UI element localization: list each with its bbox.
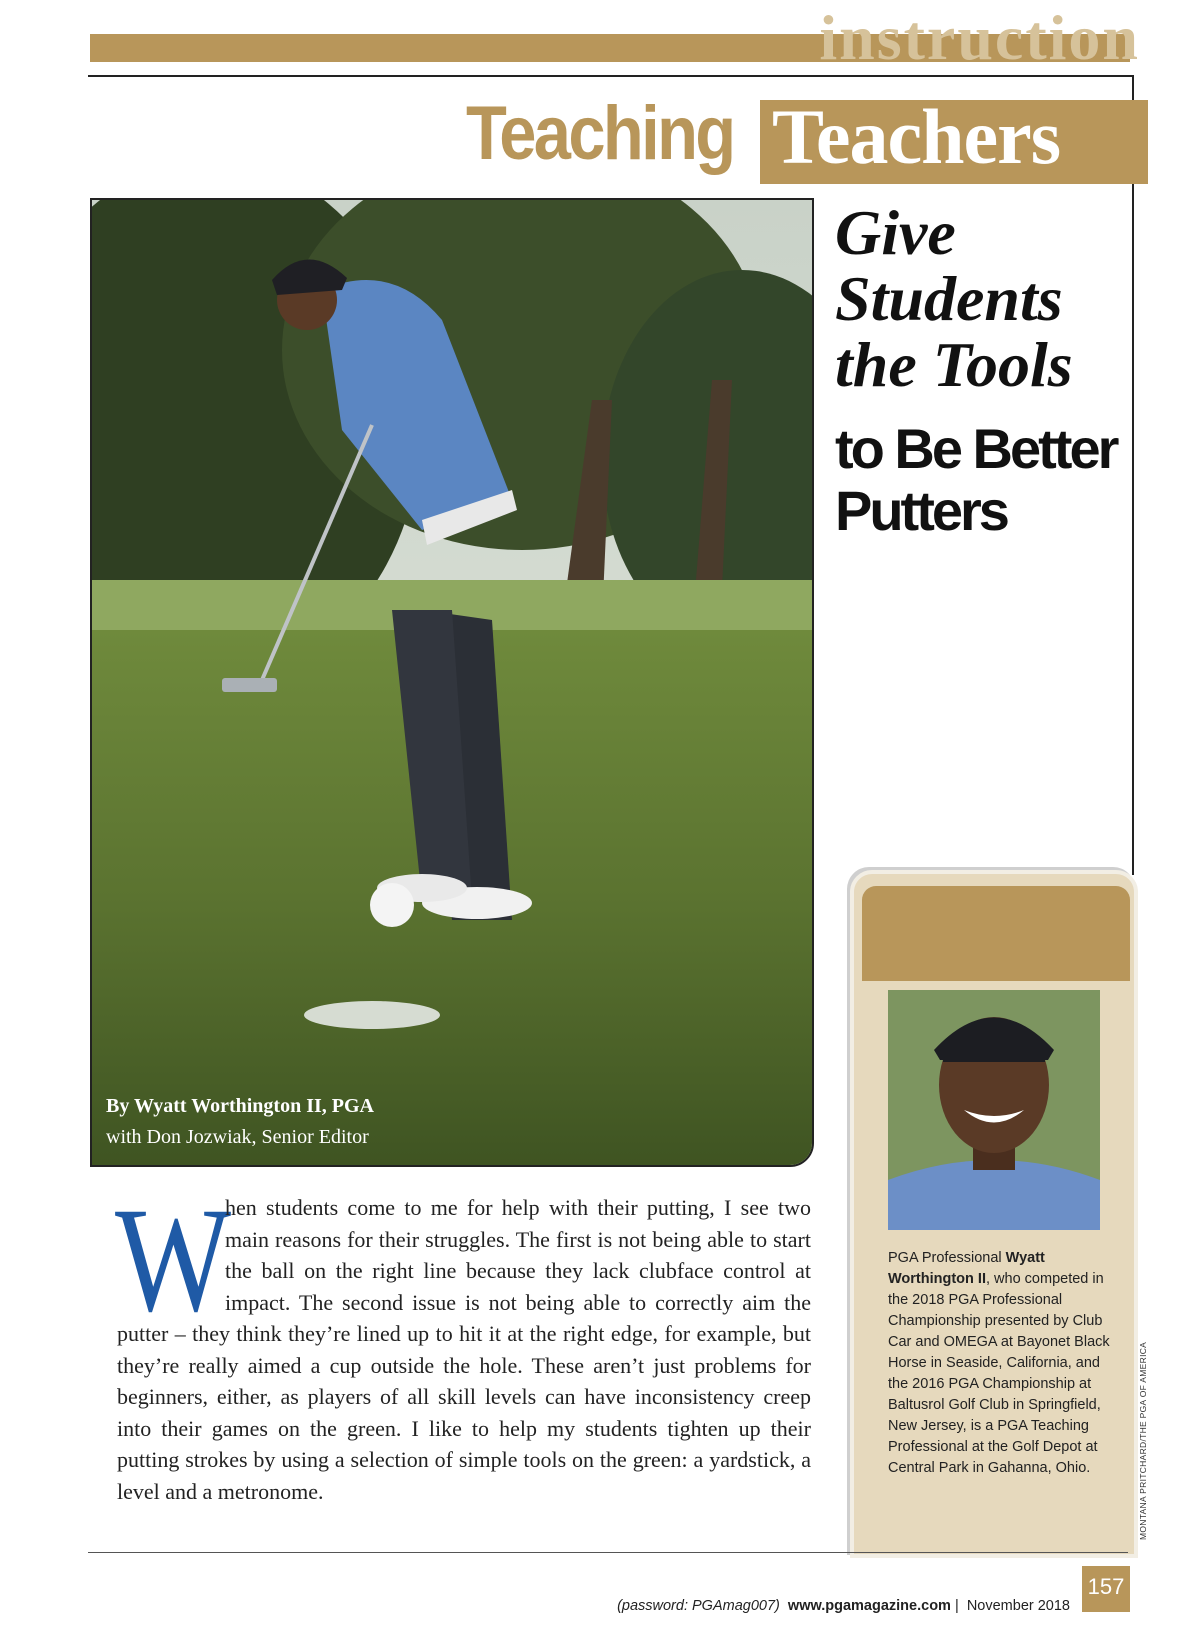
hero-photo [90, 198, 814, 1167]
author-headshot [888, 990, 1100, 1230]
caption-suffix: , who competed in the 2018 PGA Professional Championship presented by Club Car and OMEGA at Bayonet Black Horse in Seaside, California, and the 2016 PGA Championship at Baltusrol Golf Club in Springfield, New Jersey, is a PGA Teaching Professional at the Golf Depot at Central Park in Gahanna, Ohio. [888, 1271, 1110, 1476]
footer-url[interactable]: www.pgamagazine.com [787, 1598, 951, 1614]
footer-date: November 2018 [966, 1598, 1070, 1614]
page-number: 157 [1087, 1574, 1125, 1599]
author-caption [888, 1248, 1110, 1479]
headline-italic: Give Students the Tools [835, 197, 1073, 400]
frame-rule-top [88, 75, 1134, 77]
title-teachers: Teachers [772, 93, 1061, 180]
dropcap-spacer [117, 1192, 225, 1314]
caption-name: Wyatt Worthington II [888, 1250, 1045, 1287]
title-teaching: Teaching [466, 91, 734, 176]
article-body [117, 1192, 811, 1507]
section-label: instruction [819, 2, 1140, 73]
footer-password: (password: PGAmag007) [617, 1598, 780, 1614]
photo-credit: MONTANA PRITCHARD/THE PGA OF AMERICA [1138, 1341, 1148, 1540]
headline-bold: to Be Better Putters [835, 417, 1117, 542]
byline-author: By Wyatt Worthington II, PGA [106, 1095, 374, 1117]
caption-prefix: PGA Professional [888, 1250, 1006, 1266]
article-paragraph: hen students come to me for help with their putting, I see two main reasons for their struggles. The first is not being able to start the ball on the right line because they lack clubface control at impact. The second issue is not being able to correctly aim the putter – they think they’re lined up to hit it at the right edge, for example, but they’re really aimed a cup outside the hole. These aren’t just problems for beginners, either, as players of all skill levels can have inconsistency creep into their games on the green. I like to help my students tighten up their putting strokes by using a selection of simple tools on the green: a yardstick, a level and a metronome. [117, 1195, 811, 1504]
headshot-illustration [888, 990, 1100, 1230]
putting-scene-illustration [92, 200, 812, 1165]
author-card-band [862, 886, 1130, 981]
footer-rule [88, 1552, 1128, 1553]
byline-coauthor: with Don Jozwiak, Senior Editor [106, 1126, 369, 1148]
footer [617, 1598, 1070, 1614]
footer-separator: | [954, 1598, 959, 1614]
drop-cap: W [115, 1177, 232, 1343]
